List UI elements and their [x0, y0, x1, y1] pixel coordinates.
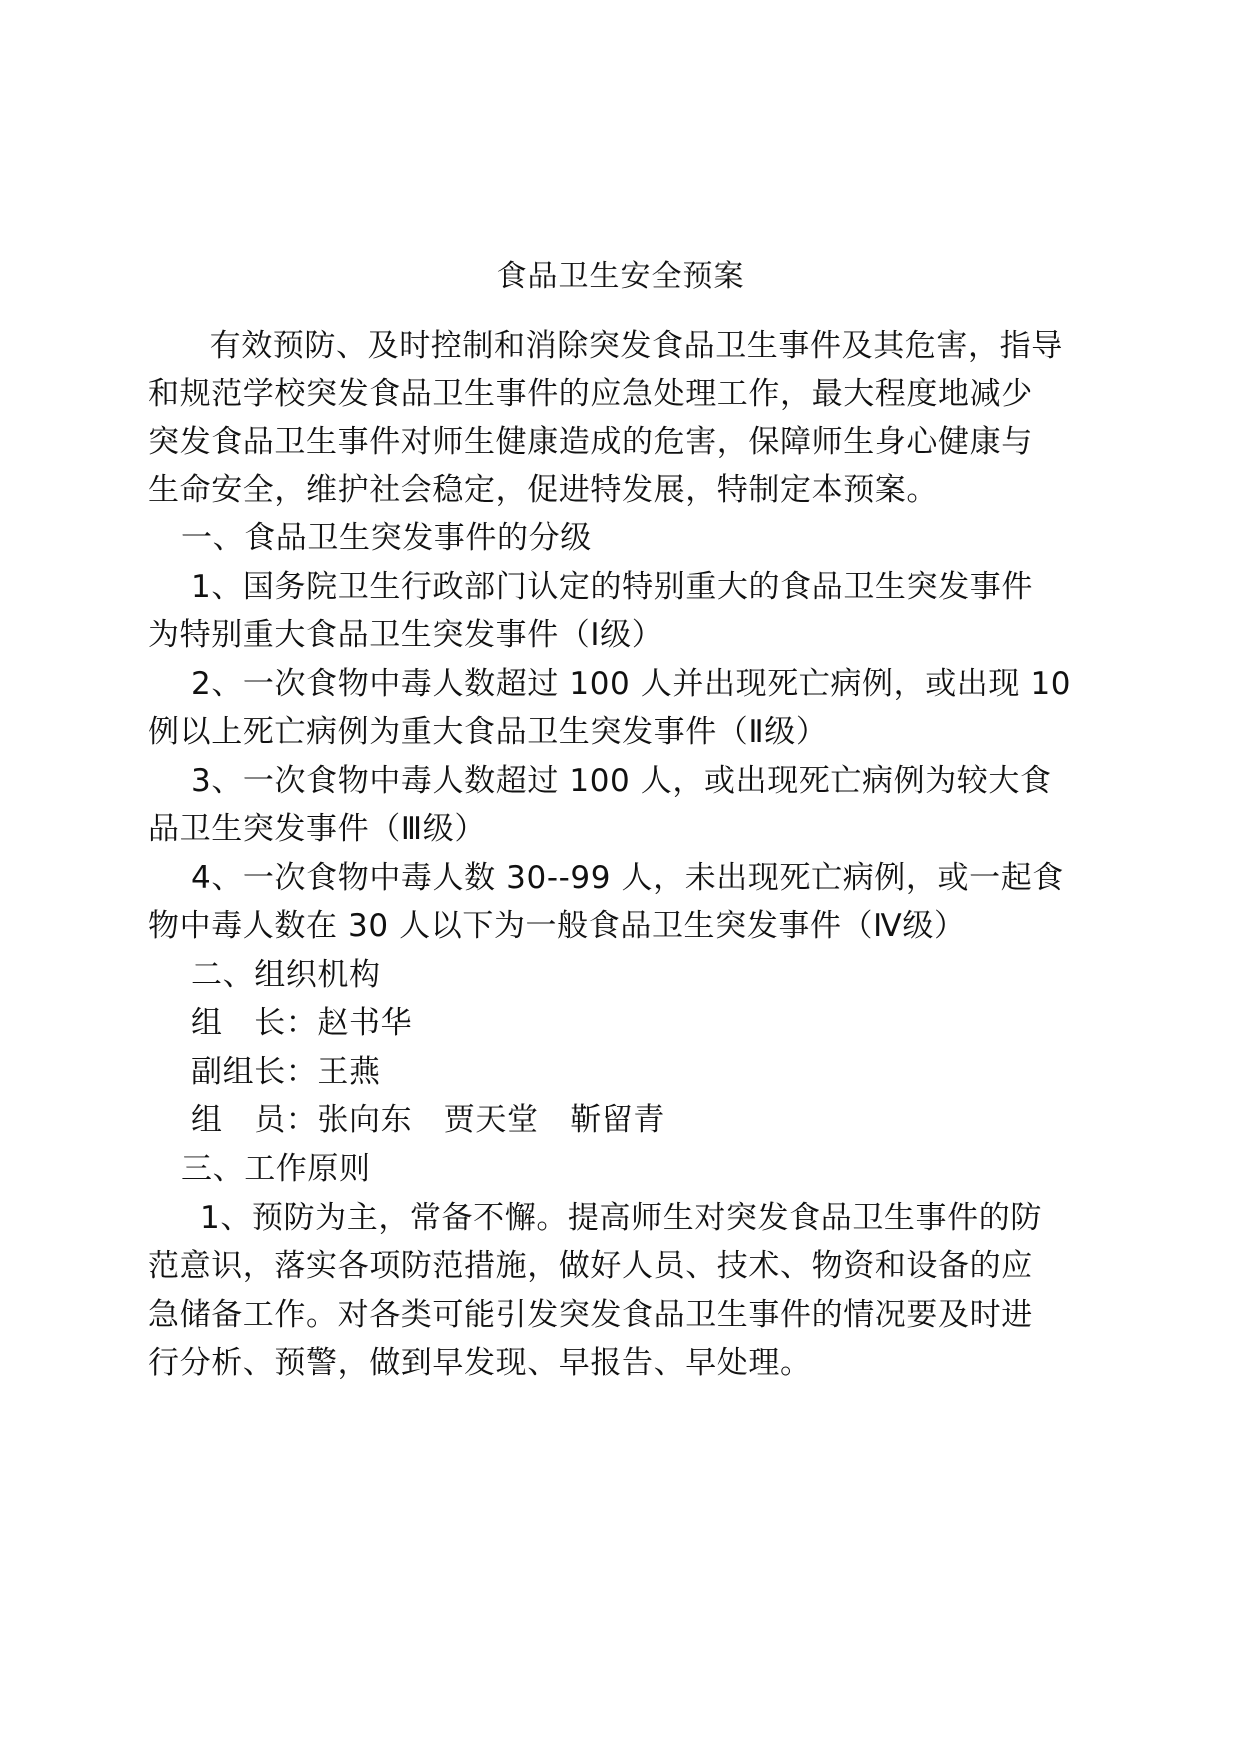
section-heading: 二、组织机构: [191, 957, 381, 993]
paragraph-line: 2、一次食物中毒人数超过 100 人并出现死亡病例，或出现 10: [191, 666, 1072, 702]
paragraph-line: 3、一次食物中毒人数超过 100 人，或出现死亡病例为较大食: [191, 763, 1052, 799]
section-heading: 一、食品卫生突发事件的分级: [181, 520, 592, 556]
paragraph-line: 行分析、预警，做到早发现、早报告、早处理。: [148, 1345, 812, 1381]
paragraph-line: 有效预防、及时控制和消除突发食品卫生事件及其危害，指导: [178, 328, 1063, 364]
paragraph-line: 和规范学校突发食品卫生事件的应急处理工作，最大程度地减少: [148, 376, 1033, 412]
paragraph-line: 突发食品卫生事件对师生健康造成的危害，保障师生身心健康与: [148, 424, 1033, 460]
paragraph-line: 急储备工作。对各类可能引发突发食品卫生事件的情况要及时进: [148, 1297, 1033, 1333]
paragraph-line: 生命安全，维护社会稳定，促进特发展，特制定本预案。: [148, 472, 938, 508]
team-leader-line: 组 长：赵书华: [191, 1005, 413, 1041]
paragraph-line: 为特别重大食品卫生突发事件（Ⅰ级）: [148, 617, 664, 653]
paragraph-line: 例以上死亡病例为重大食品卫生突发事件（Ⅱ级）: [148, 714, 828, 750]
paragraph-line: 范意识，落实各项防范措施，做好人员、技术、物资和设备的应: [148, 1248, 1033, 1284]
paragraph-line: 品卫生突发事件（Ⅲ级）: [148, 811, 486, 847]
document-title: 食品卫生安全预案: [496, 259, 745, 294]
team-members-line: 组 员：张向东 贾天堂 靳留青: [191, 1102, 665, 1138]
paragraph-line: 1、预防为主，常备不懈。提高师生对突发食品卫生事件的防: [200, 1200, 1042, 1236]
paragraph-line: 物中毒人数在 30 人以下为一般食品卫生突发事件（Ⅳ级）: [148, 908, 966, 944]
deputy-leader-line: 副组长：王燕: [191, 1054, 381, 1090]
paragraph-line: 4、一次食物中毒人数 30--99 人，未出现死亡病例，或一起食: [191, 860, 1064, 896]
paragraph-line: 1、国务院卫生行政部门认定的特别重大的食品卫生突发事件: [191, 569, 1033, 605]
section-heading: 三、工作原则: [181, 1151, 371, 1187]
